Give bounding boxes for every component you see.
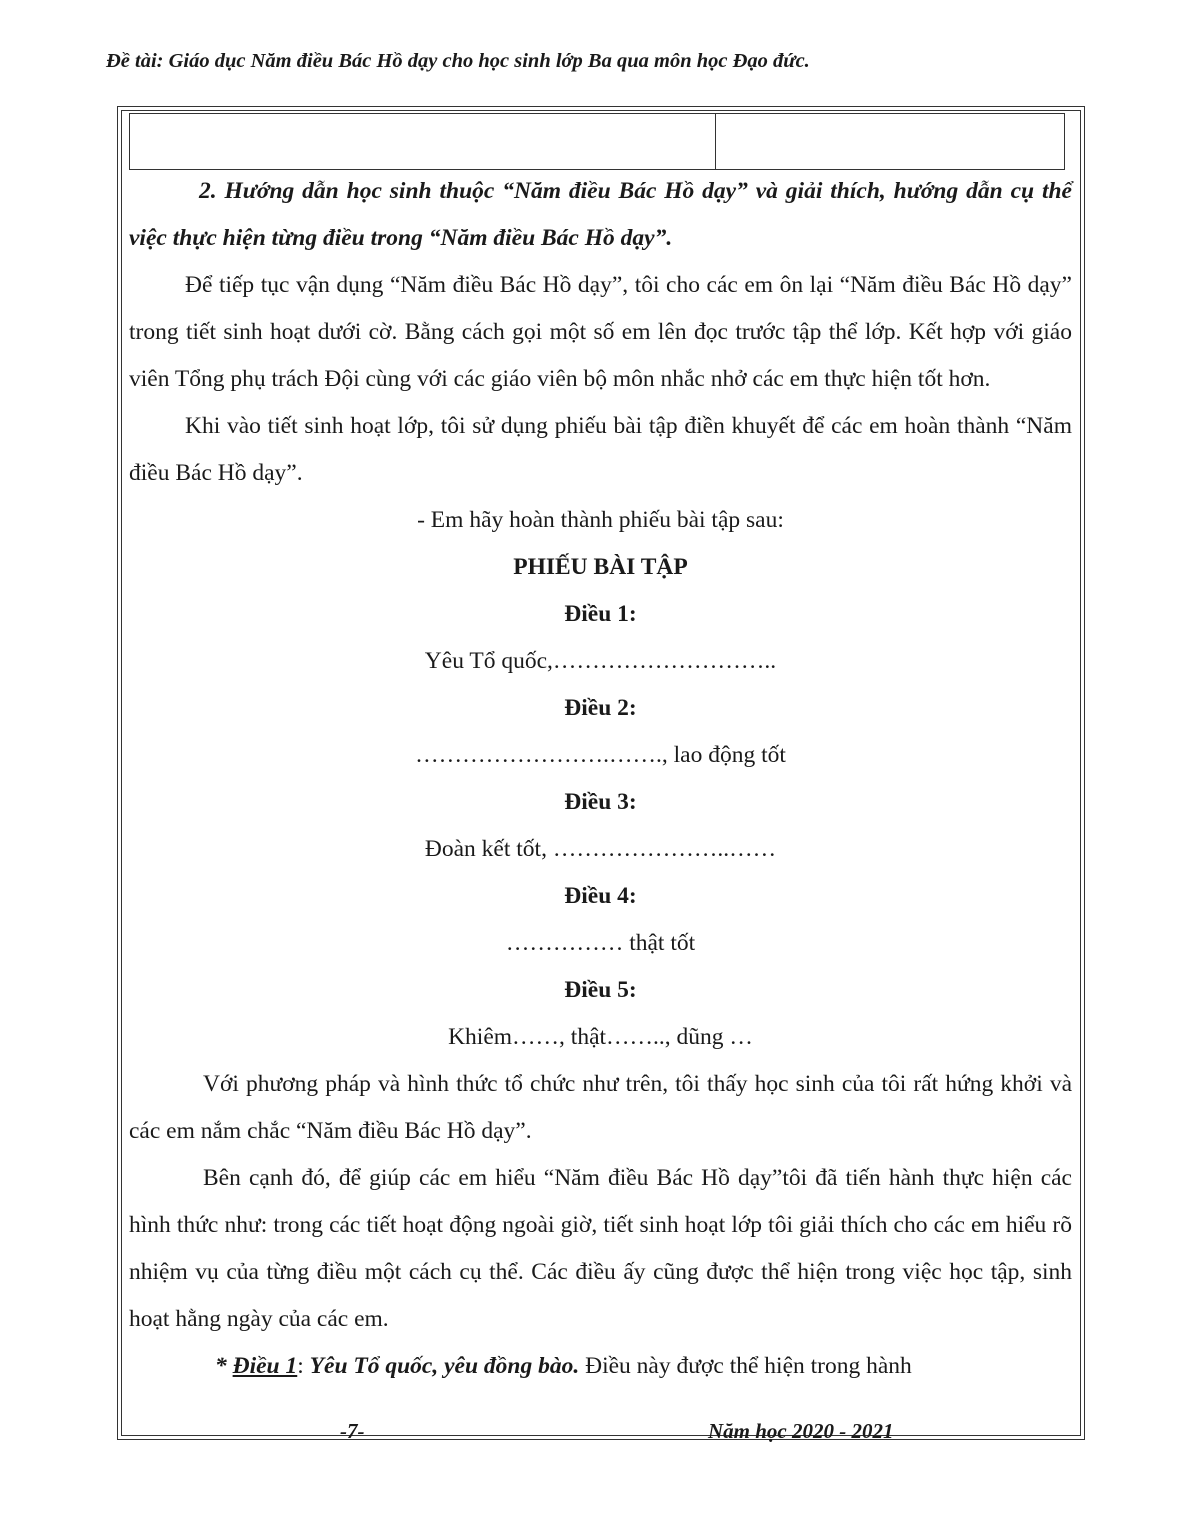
page-footer — [0, 1419, 1190, 1449]
paragraph-2: Khi vào tiết sinh hoạt lớp, tôi sử dụng phiếu bài tập điền khuyết để các em hoàn thành “Năm điều Bác Hồ dạy”. — [129, 413, 1072, 486]
paragraph-4: Bên cạnh đó, để giúp các em hiểu “Năm điều Bác Hồ dạy”tôi đã tiến hành thực hiện các hình thức như: trong các tiết hoạt động ngoài giờ, tiết sinh hoạt lớp tôi giải thích cho các em hiểu rõ nhiệm vụ của từng điều một cách cụ thể. Các điều ấy cũng được thể hiện trong việc học tập, sinh hoạt hằng ngày của các em. — [129, 1165, 1072, 1332]
empty-table-row — [129, 113, 1065, 170]
school-year: Năm học 2020 - 2021 — [708, 1419, 894, 1443]
worksheet-instruction: - Em hãy hoàn thành phiếu bài tập sau: — [417, 507, 784, 533]
bullet-star: * — [215, 1353, 233, 1379]
worksheet-item-5-text: Khiêm……, thật…….., dũng … — [448, 1024, 753, 1050]
page-content — [129, 168, 1072, 1390]
worksheet-title: PHIẾU BÀI TẬP — [513, 554, 688, 580]
worksheet-item-4-text: …………… thật tốt — [505, 930, 696, 956]
worksheet-item-4-label: Điều 4: — [564, 883, 637, 909]
worksheet-item-5-label: Điều 5: — [564, 977, 637, 1003]
table-cell-right — [716, 114, 1064, 169]
rule-1-rest: Điều này được thể hiện trong hành — [579, 1353, 912, 1379]
worksheet-item-1-text: Yêu Tổ quốc,……………………….. — [424, 648, 777, 674]
rule-1-emphasis: Yêu Tổ quốc, yêu đồng bào. — [309, 1353, 580, 1379]
document-header-title: Đề tài: Giáo dục Năm điều Bác Hồ dạy cho học sinh lớp Ba qua môn học Đạo đức. — [106, 50, 810, 72]
paragraph-1: Để tiếp tục vận dụng “Năm điều Bác Hồ dạy”, tôi cho các em ôn lại “Năm điều Bác Hồ dạy” trong tiết sinh hoạt dưới cờ. Bằng cách gọi một số em lên đọc trước tập thể lớp. Kết hợp với giáo viên Tổng phụ trách Đội cùng với các giáo viên bộ môn nhắc nhở các em thực hiện tốt hơn. — [129, 272, 1072, 392]
worksheet-item-3-label: Điều 3: — [564, 789, 637, 815]
rule-1-term: Điều 1 — [232, 1353, 298, 1379]
worksheet-item-3-text: Đoàn kết tốt, …………………..…… — [424, 836, 777, 862]
paragraph-3: Với phương pháp và hình thức tổ chức như trên, tôi thấy học sinh của tôi rất hứng khởi và các em nắm chắc “Năm điều Bác Hồ dạy”. — [129, 1071, 1072, 1144]
rule-1-colon: : — [297, 1353, 310, 1379]
worksheet-item-2-text: …………………….……., lao động tốt — [415, 742, 786, 768]
section-heading: 2. Hướng dẫn học sinh thuộc “Năm điều Bác Hồ dạy” và giải thích, hướng dẫn cụ thể việc thực hiện từng điều trong “Năm điều Bác Hồ dạy”. — [129, 178, 1072, 251]
worksheet-item-2-label: Điều 2: — [564, 695, 637, 721]
paragraph-5 — [129, 1343, 1072, 1390]
worksheet-item-1-label: Điều 1: — [564, 601, 637, 627]
table-cell-left — [130, 114, 716, 169]
page-number: -7- — [340, 1419, 365, 1443]
